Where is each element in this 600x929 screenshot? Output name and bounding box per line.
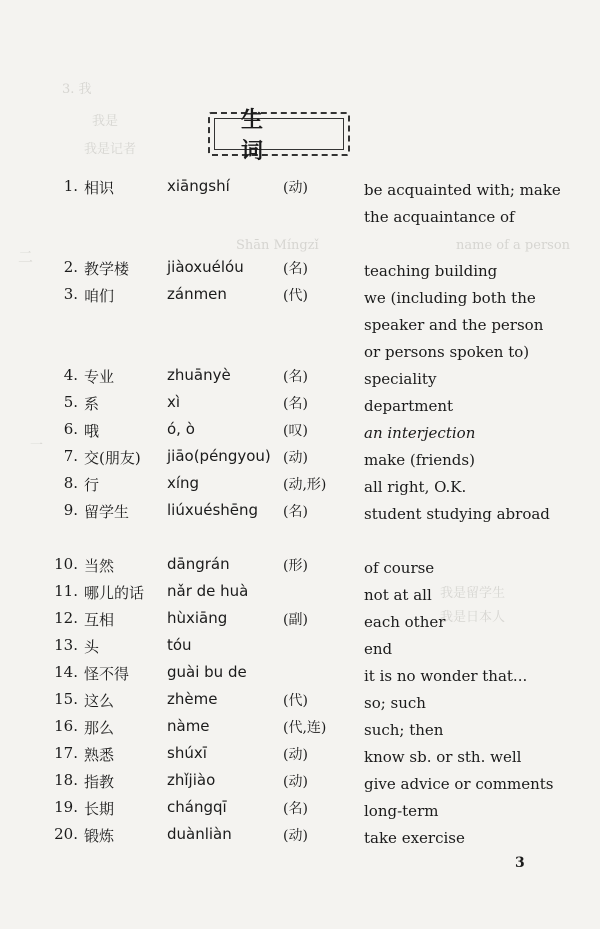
entry-pinyin: guài bu de <box>167 663 247 681</box>
vocab-entry <box>0 690 600 717</box>
entry-pinyin: zhème <box>167 690 218 708</box>
entry-pinyin: chángqī <box>167 798 227 816</box>
entry-english: such; then <box>364 721 444 739</box>
entry-pinyin: zhǐjiào <box>167 771 216 789</box>
entry-pinyin: jiàoxuélóu <box>167 258 244 276</box>
entry-pinyin: dāngrán <box>167 555 230 573</box>
vocab-entry <box>0 474 600 501</box>
entry-part-of-speech: (名) <box>283 396 308 412</box>
section-title: 生 词 <box>214 118 344 150</box>
entry-english: make (friends) <box>364 451 475 469</box>
vocab-entry <box>0 366 600 393</box>
entry-hanzi: 系 <box>84 395 100 413</box>
entry-number: 8. <box>63 474 78 492</box>
entry-part-of-speech: (动) <box>283 828 308 844</box>
show-through-text: 我是 <box>92 114 119 129</box>
entry-pinyin: shúxī <box>167 744 207 762</box>
entry-hanzi: 交(朋友) <box>84 449 141 467</box>
entry-english: be acquainted with; make the acquaintance of <box>364 181 561 226</box>
entry-english: give advice or comments <box>364 775 554 793</box>
entry-number: 5. <box>63 393 78 411</box>
entry-number: 1. <box>63 177 78 195</box>
entry-pinyin: xiāngshí <box>167 177 230 195</box>
show-through-text: 一 <box>30 438 44 453</box>
entry-pinyin: zánmen <box>167 285 227 303</box>
vocab-entry <box>0 420 600 447</box>
vocab-entry <box>0 285 600 366</box>
entry-number: 14. <box>54 663 78 681</box>
entry-hanzi: 长期 <box>84 800 115 818</box>
entry-part-of-speech: (形) <box>283 558 308 574</box>
entry-hanzi: 那么 <box>84 719 115 737</box>
entry-part-of-speech: (动) <box>283 774 308 790</box>
entry-hanzi: 相识 <box>84 179 115 197</box>
entry-english: it is no wonder that... <box>364 667 528 685</box>
entry-hanzi: 哦 <box>84 422 100 440</box>
entry-part-of-speech: (名) <box>283 801 308 817</box>
entry-number: 15. <box>54 690 78 708</box>
entry-hanzi: 头 <box>84 638 100 656</box>
vocab-entry <box>0 447 600 474</box>
vocab-entry <box>0 258 600 285</box>
entry-pinyin: ó, ò <box>167 420 195 438</box>
show-through-text: 我是日本人 <box>440 610 506 625</box>
entry-part-of-speech: (动) <box>283 450 308 466</box>
entry-number: 10. <box>54 555 78 573</box>
show-through-text: 3. 我 <box>62 82 92 97</box>
entry-hanzi: 咱们 <box>84 287 115 305</box>
entry-number: 3. <box>63 285 78 303</box>
entry-part-of-speech: (动) <box>283 180 308 196</box>
entry-english: all right, O.K. <box>364 478 467 496</box>
entry-english: we (including both the speaker and the person or persons spoken to) <box>364 289 544 361</box>
vocab-entry <box>0 501 600 555</box>
entry-number: 6. <box>63 420 78 438</box>
entry-hanzi: 专业 <box>84 368 115 386</box>
vocab-entry <box>0 771 600 798</box>
entry-part-of-speech: (代) <box>283 693 308 709</box>
entry-english: end <box>364 640 393 658</box>
entry-hanzi: 熟悉 <box>84 746 115 764</box>
entry-english: teaching building <box>364 262 498 280</box>
entry-part-of-speech: (动,形) <box>283 477 327 493</box>
entry-number: 16. <box>54 717 78 735</box>
show-through-text: 我是记者 <box>84 142 137 157</box>
entry-number: 20. <box>54 825 78 843</box>
entry-pinyin: jiāo(péngyou) <box>167 447 271 465</box>
entry-number: 13. <box>54 636 78 654</box>
entry-hanzi: 教学楼 <box>84 260 130 278</box>
show-through-text: Shān Míngzǐ <box>236 238 319 253</box>
entry-english: so; such <box>364 694 426 712</box>
entry-pinyin: nǎr de huà <box>167 582 249 600</box>
entry-part-of-speech: (代) <box>283 288 308 304</box>
entry-hanzi: 这么 <box>84 692 115 710</box>
entry-pinyin: xì <box>167 393 181 411</box>
vocab-entry <box>0 177 600 258</box>
entry-pinyin: xíng <box>167 474 200 492</box>
entry-pinyin: duànliàn <box>167 825 232 843</box>
entry-number: 18. <box>54 771 78 789</box>
entry-hanzi: 哪儿的话 <box>84 584 145 602</box>
vocab-entry <box>0 744 600 771</box>
entry-english: take exercise <box>364 829 465 847</box>
entry-english: long-term <box>364 802 439 820</box>
vocab-entry <box>0 798 600 825</box>
entry-part-of-speech: (代,连) <box>283 720 327 736</box>
entry-english: of course <box>364 559 435 577</box>
vocab-entry <box>0 663 600 690</box>
vocab-entry <box>0 636 600 663</box>
entry-english: speciality <box>364 370 437 388</box>
entry-english: each other <box>364 613 446 631</box>
entry-part-of-speech: (动) <box>283 747 308 763</box>
entry-english: an interjection <box>364 424 476 442</box>
entry-number: 12. <box>54 609 78 627</box>
section-title-box <box>208 107 350 164</box>
vocabulary-list <box>0 177 600 852</box>
entry-part-of-speech: (名) <box>283 504 308 520</box>
vocab-entry <box>0 609 600 636</box>
entry-part-of-speech: (副) <box>283 612 308 628</box>
entry-pinyin: liúxuéshēng <box>167 501 259 519</box>
entry-number: 2. <box>63 258 78 276</box>
entry-part-of-speech: (名) <box>283 261 308 277</box>
vocab-entry <box>0 555 600 582</box>
entry-hanzi: 行 <box>84 476 100 494</box>
entry-number: 9. <box>63 501 78 519</box>
entry-hanzi: 留学生 <box>84 503 130 521</box>
entry-hanzi: 当然 <box>84 557 115 575</box>
entry-hanzi: 怪不得 <box>84 665 130 683</box>
entry-english: student studying abroad <box>364 505 550 523</box>
vocab-entry <box>0 825 600 852</box>
entry-number: 4. <box>63 366 78 384</box>
entry-number: 11. <box>54 582 78 600</box>
entry-hanzi: 指教 <box>84 773 115 791</box>
entry-number: 7. <box>63 447 78 465</box>
vocab-entry <box>0 717 600 744</box>
entry-part-of-speech: (叹) <box>283 423 308 439</box>
page-number: 3 <box>515 855 525 871</box>
show-through-text: name of a person <box>456 238 571 253</box>
vocab-entry <box>0 582 600 609</box>
entry-pinyin: nàme <box>167 717 210 735</box>
entry-number: 19. <box>54 798 78 816</box>
entry-english: know sb. or sth. well <box>364 748 522 766</box>
entry-number: 17. <box>54 744 78 762</box>
vocab-entry <box>0 393 600 420</box>
entry-english: department <box>364 397 454 415</box>
entry-pinyin: hùxiāng <box>167 609 228 627</box>
show-through-text: 我是留学生 <box>440 586 506 601</box>
entry-hanzi: 互相 <box>84 611 115 629</box>
entry-part-of-speech: (名) <box>283 369 308 385</box>
entry-hanzi: 锻炼 <box>84 827 115 845</box>
entry-english: not at all <box>364 586 432 604</box>
entry-pinyin: zhuānyè <box>167 366 231 384</box>
show-through-text: 二 <box>18 248 34 266</box>
entry-pinyin: tóu <box>167 636 192 654</box>
